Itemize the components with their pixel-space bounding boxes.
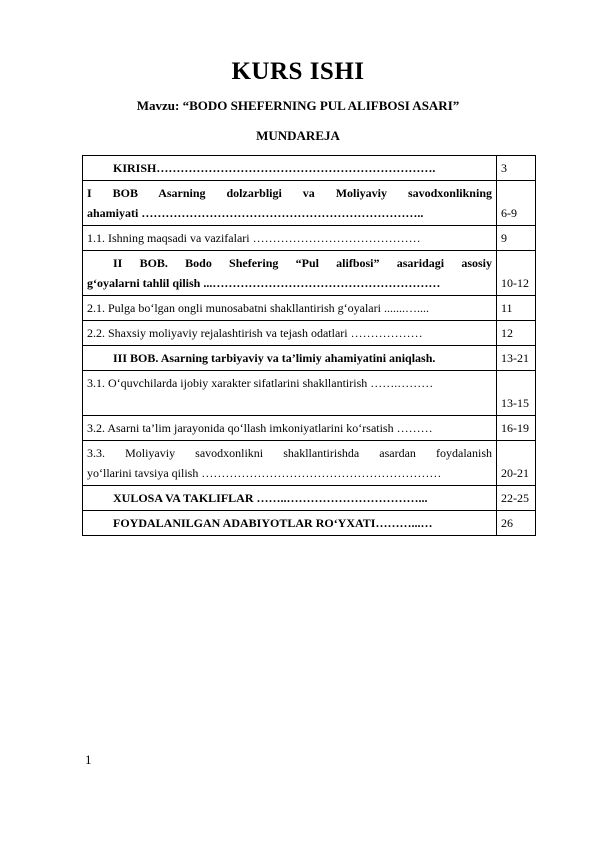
toc-row [83, 321, 536, 346]
toc-row [83, 441, 536, 486]
table-of-contents [82, 155, 536, 536]
toc-entry-page: 6-9 [497, 181, 536, 226]
document-subtitle: Mavzu: “BODO SHEFERNING PUL ALIFBOSI ASARI” [136, 98, 460, 113]
toc-row [83, 346, 536, 371]
toc-row [83, 251, 536, 296]
toc-entry-text: II BOB. Bodo Shefering “Pul alifbosi” asaridagi asosiy g‘oyalarni tahlil qilish ...………………………………………………… [83, 251, 497, 296]
toc-row [83, 181, 536, 226]
document-title: KURS ISHI [231, 58, 365, 85]
toc-entry-text: 1.1. Ishning maqsadi va vazifalari …………………………………… [83, 226, 497, 251]
toc-entry-text: 3.2. Asarni ta’lim jarayonida qo‘llash imkoniyatlarini ko‘rsatish ……… [83, 416, 497, 441]
toc-entry-page: 16-19 [497, 416, 536, 441]
toc-entry-text: 3.1. O‘quvchilarda ijobiy xarakter sifatlarini shakllantirish …….……… [83, 371, 497, 416]
toc-entry-page: 12 [497, 321, 536, 346]
page-number: 1 [85, 752, 92, 767]
toc-entry-text: I BOB Asarning dolzarbligi va Moliyaviy savodxonlikning ahamiyati …………………………………………………………….. [83, 181, 497, 226]
toc-entry-page: 9 [497, 226, 536, 251]
toc-row [83, 371, 536, 416]
toc-entry-text: FOYDALANILGAN ADABIYOTLAR RO‘YXATI………...… [83, 511, 497, 536]
toc-entry-text: 2.2. Shaxsiy moliyaviy rejalashtirish va tejash odatlari ……………… [83, 321, 497, 346]
toc-entry-page: 13-15 [497, 371, 536, 416]
toc-entry-page: 11 [497, 296, 536, 321]
toc-entry-text: 3.3. Moliyaviy savodxonlikni shakllantirishda asardan foydalanish yo‘llarini tavsiya qilish …………………………………………………… [83, 441, 497, 486]
toc-heading: MUNDAREJA [256, 128, 340, 143]
toc-entry-page: 13-21 [497, 346, 536, 371]
toc-row [83, 156, 536, 181]
toc-entry-text: KIRISH……………………………………………………………. [83, 156, 497, 181]
toc-row [83, 511, 536, 536]
toc-entry-text: XULOSA VA TAKLIFLAR ……..……………………………... [83, 486, 497, 511]
toc-row [83, 296, 536, 321]
toc-entry-text: 2.1. Pulga bo‘lgan ongli munosabatni shakllantirish g‘oyalari .......….... [83, 296, 497, 321]
toc-entry-page: 10-12 [497, 251, 536, 296]
toc-entry-page: 22-25 [497, 486, 536, 511]
toc-row [83, 416, 536, 441]
toc-entry-text: III BOB. Asarning tarbiyaviy va ta’limiy ahamiyatini aniqlash. [83, 346, 497, 371]
toc-row [83, 226, 536, 251]
toc-entry-page: 3 [497, 156, 536, 181]
toc-row [83, 486, 536, 511]
toc-entry-page: 26 [497, 511, 536, 536]
toc-entry-page: 20-21 [497, 441, 536, 486]
